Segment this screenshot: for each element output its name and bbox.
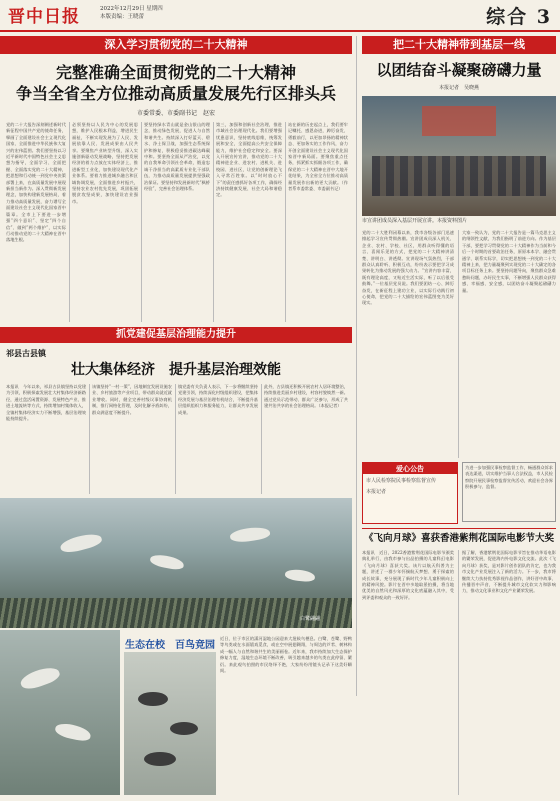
main-headline-line-2: 争当全省全方位推动高质量发展先行区排头兵	[15, 84, 336, 103]
section-band-left: 深入学习贯彻党的二十大精神	[0, 36, 352, 54]
page-title: 综合 3	[486, 6, 552, 28]
notice-title: 爱心公告	[363, 463, 457, 474]
photo-credit: 白鹭翩翩	[300, 616, 321, 622]
heron-2	[149, 553, 185, 571]
heron-5	[18, 664, 61, 693]
right-headline: 以团结奋斗凝聚磅礴力量	[376, 61, 542, 79]
photo-section-title: 生态在校 百鸟竞园	[125, 640, 215, 651]
photo-section-text: 近日，位于市区的潇河湿地公园迎来大批候鸟栖息。白鹭、苍鹭、野鸭等鸟类或在水面嬉戏觅食，或在空中展翅翱翔，与周边的芦苇、树林构成一幅人与自然和谐共生的美丽画卷。近年来，我市持续加大生态保护修复力度，湿地生态环境不断改善，吸引越来越多的鸟类在此停留、繁衍。来此观鸟拍照的市民络绎不绝，大家纷纷用镜头记录下这美好瞬间。	[220, 636, 352, 674]
notice-line-1: 市人民检察院民事检察监督宣传	[366, 478, 437, 484]
second-text-column-3: 镇党委有关负责人表示，下一步将继续坚持党建引领，持续深化村级组织建设，把集体经济发展与基层治理有机结合，不断提升基层组织组织力和服务能力，让群众共享发展成果。	[178, 384, 258, 415]
stage-banner	[422, 106, 496, 136]
duck-photo	[124, 652, 216, 795]
right-byline: 本报记者 吴晓燕	[438, 85, 479, 91]
text-column-1: 党的二十大报告深刻阐述新时代新征程中国共产党的使命任务，擘画了全面建设社会主义现代化国家、全面推进中华民族伟大复兴的宏伟蓝图。我们要坚持以习近平新时代中国特色社会主义思想为指导，全面学习、全面把握、全面落实党的二十大精神，把思想和行动统一到党中央决策部署上来，在高质量发展中展现新担当新作为。深入贯彻新发展理念，加快构建新发展格局，着力推动高质量发展，奋力谱写全面建设社会主义现代化国家晋中篇章。全市上下要进一步增强“四个意识”、坚定“四个自信”、做到“两个维护”，以实际行动推动党的二十大精神在晋中落地生根。	[6, 122, 66, 243]
second-text-column-2: 该镇坚持“一村一策”，因地制宜发展设施农业、乡村旅游等产业项目，带动群众就近就业增收。同时，健全完善村级议事协商机制，推行网格化管理，及时化解矛盾纠纷，群众满意度不断提升。	[92, 384, 172, 415]
notice-text: 为进一步加强民事检察监督工作，畅通群众诉求表达渠道，切实维护当事人合法权益，市人民检察院开展民事检察监督宣传活动，欢迎社会各界积极参与、监督。	[462, 462, 556, 522]
text-column-2: 必须坚持以人民为中心的发展思想，维护人民根本利益，增进民生福祉，不断实现发展为了人民、发展依靠人民、发展成果由人民共享。要聚焦产业转型升级，深入实施创新驱动发展战略，坚持把发展经济的着力点放在实体经济上，推进新型工业化，加快建设现代化产业体系。要着力推进城乡融合和区域协调发展，全面推进乡村振兴，坚持农业农村优先发展，巩固拓展脱贫攻坚成果，加快建设农业强市。	[72, 122, 138, 204]
heron-3	[229, 525, 270, 543]
text-column-4: 第三，加强和创新社会治理，推进市域社会治理现代化。我们要增强忧患意识，坚持底线思维，统筹发展和安全，全面提高公共安全保障能力，维护社会稳定和安全。要深入开展宣传宣讲，推动党的二十大精神进企业、进农村、进机关、进校园、进社区，让党的创新理论飞入寻常百姓家。以“时时放心不下”的责任感抓好各项工作，确保经济持续健康发展、社会大局和谐稳定。	[216, 122, 282, 198]
issue-date: 2022年12月29日 星期四	[100, 6, 163, 12]
right-photo-caption: 市宣讲团成员深入基层开展宣讲。本报资料图片	[362, 218, 468, 224]
editor-credit: 本版责编：王晓蕾	[100, 14, 145, 20]
meeting-photo	[362, 96, 556, 216]
film-text-column-1: 本报讯 近日，2022香港紫荆花国际电影节颁奖典礼举行，由我市参与出品拍摄的儿童科幻电影《飞向月球》喜获大奖。该片以航天科普为主题，讲述了一群少年怀揣航天梦想、勇于探索的成长故事，充分展现了新时代少年儿童积极向上的精神风貌。影片在晋中多地取景拍摄，将当地优美的自然风光和深厚的文化底蕴融入其中，受到评委和观众的一致好评。	[362, 550, 454, 600]
duck-3	[144, 752, 176, 766]
notice-box	[362, 462, 458, 524]
audience-rows	[372, 156, 546, 196]
duck-2	[170, 722, 198, 735]
masthead	[0, 0, 560, 32]
heron-4	[285, 569, 316, 583]
main-byline: 市委常委、市委副书记 赵宏	[136, 110, 215, 117]
text-column-3: 要坚持绿水青山就是金山银山的理念，推动绿色发展，促进人与自然和谐共生。持续深入打好蓝天、碧水、净土保卫战，加强生态系统保护和修复，积极稳妥推进碳达峰碳中和。要坚持全面从严治党，以党的自我革命引领社会革命，锻造忠诚干净担当的高素质专业化干部队伍，为推动高质量发展提供坚强政治保证。要坚持和发展新时代“枫桥经验”，完善社会治理体系。	[144, 122, 210, 192]
film-text-column-2: 据了解，香港紫荆花国际电影节旨在推动华语电影的繁荣发展，促进海内外电影文化交流。此次《飞向月球》获奖，是对影片创作团队的肯定，也为我市文化产业发展注入了新的活力。下一步，我市将继续大力扶持优秀影视作品创作，讲好晋中故事、传播晋中声音，不断提升城市文化软实力和影响力，推动文化事业和文化产业繁荣发展。	[462, 550, 556, 594]
reed-bank	[0, 598, 352, 628]
second-text-column-1: 本报讯 今年以来，祁县古县镇坚持以党建为引领，积极探索发展壮大村集体经济新路径，通过盘活闲置资源、发展特色产业、推进土地流转等方式，持续增加村集体收入，全镇村集体经济实力不断增强，基层治理效能持续提升。	[6, 384, 86, 422]
heron-photo-main	[0, 498, 352, 628]
main-headline-line-1: 完整准确全面贯彻党的二十大精神	[55, 63, 296, 82]
duck-1	[138, 692, 168, 706]
right-text-column-1: 党的二十大胜利闭幕以来，我市各级各部门迅速掀起学习宣传贯彻热潮。宣讲团成员深入机关、企业、农村、学校、社区，用群众听得懂的语言、喜闻乐见的方式，把党的二十大精神讲清楚、讲明白、讲透彻。宣讲现场气氛热烈，干部群众认真聆听、积极互动，纷纷表示要把学习成果转化为推动发展的强大动力。“宣讲内容丰富，既有理论高度，又贴近生活实际，听了以后很受鼓舞。”一位基层党员说。我们要团结一心、踔厉奋发，在新征程上建功立业，以实际行动践行初心使命，把党的二十大描绘的宏伟蓝图变为美好现实。	[362, 230, 454, 306]
text-column-5: 站在新的历史起点上，我们要牢记嘱托、感恩奋进，踔厉奋发、勇毅前行，以更加昂扬的精神状态、更加务实的工作作风，奋力开创全面建设社会主义现代化国家晋中新局面。要聚焦重点任务，抓紧抓实抓细各项工作，确保党的二十大精神在晋中大地开花结果，为全省全方位推动高质量发展作出新的更大贡献。（作者系市委常委、市委副书记）	[288, 122, 348, 192]
issue-meta	[100, 5, 163, 21]
notice-line-2: 本报记者	[366, 489, 387, 495]
second-kicker: 祁县古县镇	[6, 348, 46, 358]
heron-1	[59, 531, 103, 555]
newspaper-logo: 晋中日报	[8, 7, 80, 27]
film-headline: 《飞向月球》喜获香港紫荆花国际电影节大奖	[363, 533, 554, 544]
second-headline: 壮大集体经济 提升基层治理效能	[71, 362, 281, 378]
section-band-second: 抓党建促基层治理能力提升	[0, 327, 352, 343]
heron-photo-left	[0, 630, 120, 795]
right-text-column-2: 大家一致认为，党的二十大报告是一篇马克思主义的纲领性文献，为我们指明了前进方向。作为基层干部，要把学习贯彻党的二十大精神作为当前和今后一个时期的首要政治任务，原原本本学、融会贯通学、联系实际学，切实把思想统一到党的二十大精神上来，把力量凝聚到实现党的二十大确定的各项目标任务上来。要坚持问题导向，聚焦群众急难愁盼问题，办好民生实事，不断增强人民群众获得感、幸福感、安全感，以团结奋斗凝聚起磅礴力量。	[462, 230, 556, 293]
main-headline	[0, 62, 352, 104]
heron-6	[54, 721, 92, 742]
second-text-column-4: 此外，古县镇还积极开展农村人居环境整治，持续推进美丽乡村建设，村容村貌焕然一新。通过党员示范带动、群众广泛参与，形成了共建共治共享的社会治理格局。（本报记者）	[264, 384, 348, 409]
section-band-right: 把二十大精神带到基层一线	[362, 36, 556, 54]
